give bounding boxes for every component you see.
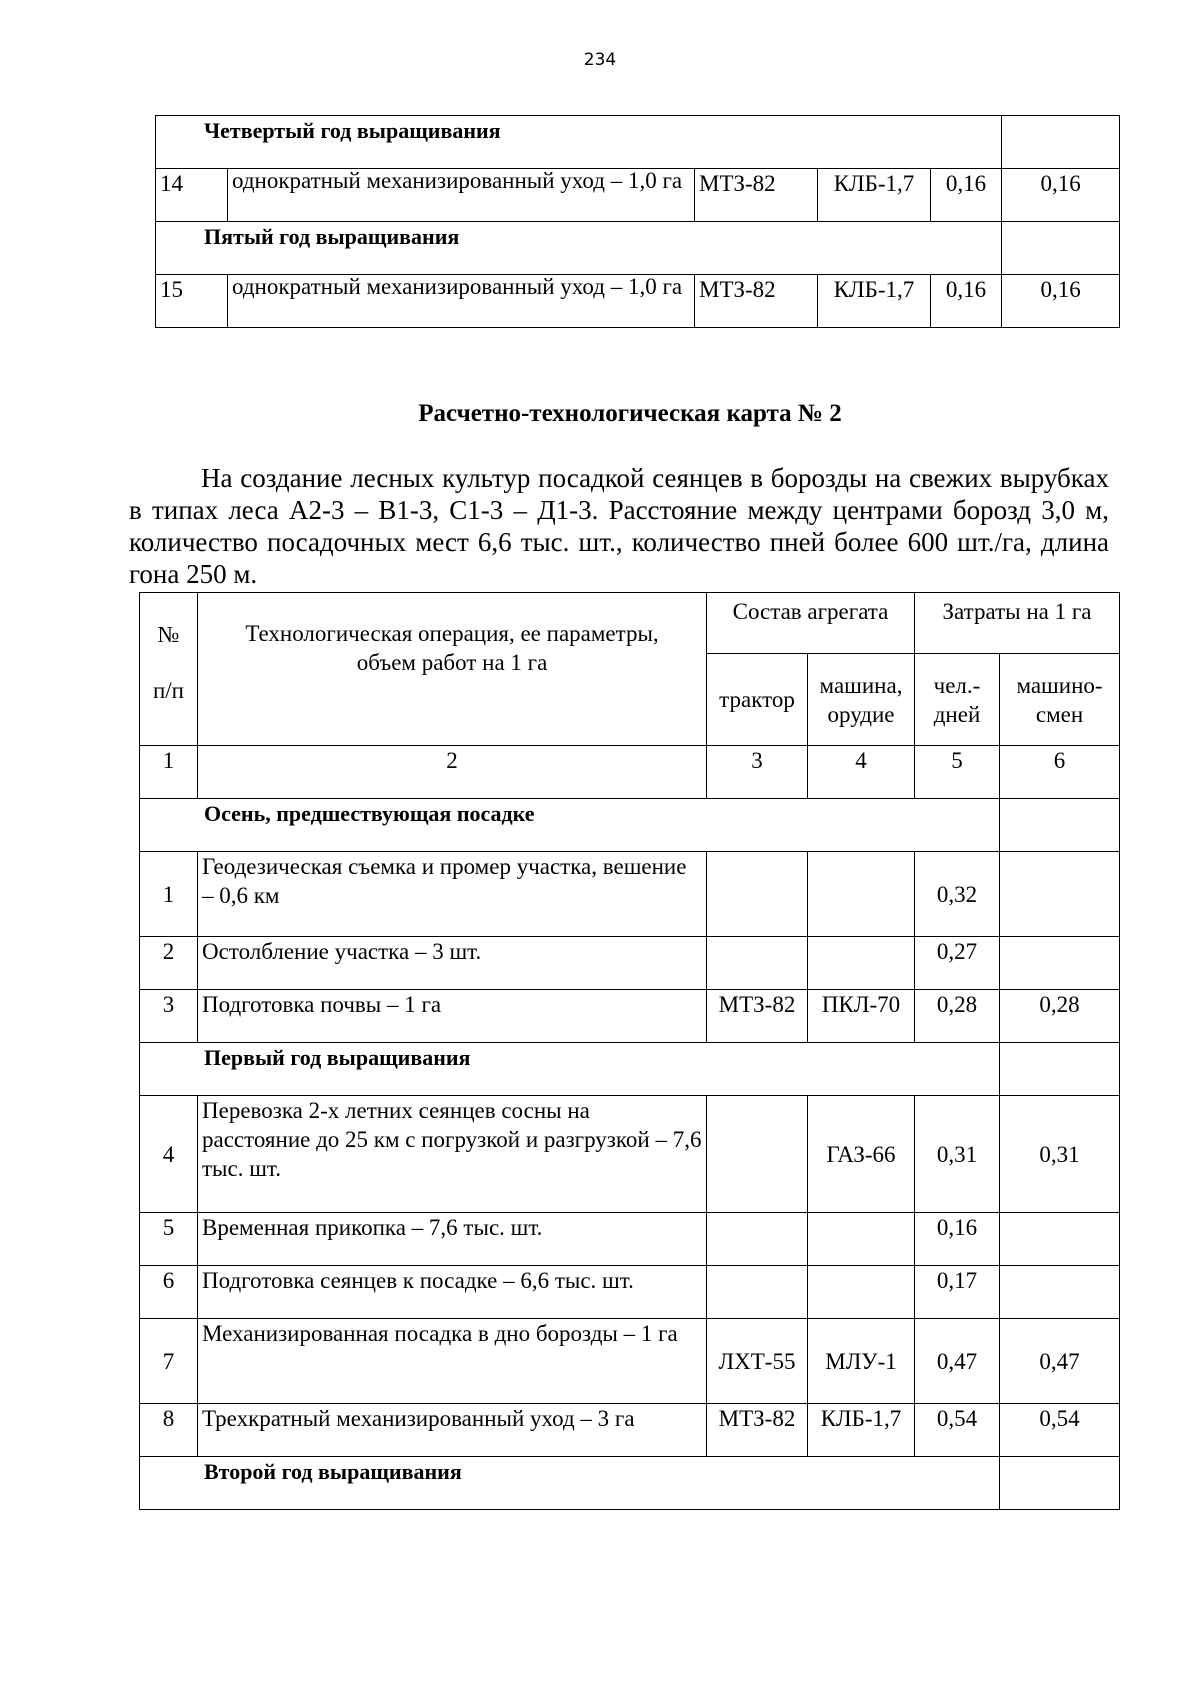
- man-days-cell: 0,17: [915, 1266, 1000, 1319]
- machine-cell: КЛБ-1,7: [818, 275, 931, 328]
- tractor-cell: [707, 1266, 808, 1319]
- section-empty-cell: [1002, 116, 1120, 169]
- operation-cell: Подготовка сеянцев к посадке – 6,6 тыс. шт.: [198, 1266, 707, 1319]
- machine-shifts-cell: 0,47: [1000, 1319, 1120, 1404]
- section-title: Четвертый год выращивания: [156, 116, 1002, 169]
- column-number: 6: [1000, 746, 1120, 799]
- operation-cell: Временная прикопка – 7,6 тыс. шт.: [198, 1213, 707, 1266]
- machine-cell: [808, 852, 915, 937]
- machine-cell: КЛБ-1,7: [818, 169, 931, 222]
- row-number: 1: [140, 852, 198, 937]
- man-days-cell: 0,31: [915, 1096, 1000, 1213]
- table-row: [140, 1404, 1120, 1457]
- section-row: [140, 1457, 1120, 1510]
- num-header: [140, 593, 198, 746]
- operation-cell: Остолбление участка – 3 шт.: [198, 937, 707, 990]
- machine-shifts-cell: 0,54: [1000, 1404, 1120, 1457]
- tractor-cell: [707, 1213, 808, 1266]
- row-number: 5: [140, 1213, 198, 1266]
- table-row: [140, 1096, 1120, 1213]
- page-title: Расчетно-технологическая карта № 2: [418, 400, 842, 427]
- section-title: Второй год выращивания: [140, 1457, 1000, 1510]
- tractor-cell: МТЗ-82: [707, 990, 808, 1043]
- operation-cell: Подготовка почвы – 1 га: [198, 990, 707, 1043]
- table-row: [140, 852, 1120, 937]
- machine-cell: ПКЛ-70: [808, 990, 915, 1043]
- machine-shifts-cell: 0,31: [1000, 1096, 1120, 1213]
- man-days-cell: 0,16: [931, 275, 1002, 328]
- row-number: 14: [156, 169, 228, 222]
- machine-shifts-cell: 0,16: [1002, 169, 1120, 222]
- table-row: [140, 1319, 1120, 1404]
- section-title: Первый год выращивания: [140, 1043, 1000, 1096]
- table-row: [140, 990, 1120, 1043]
- section-title: Осень, предшествующая посадке: [140, 799, 1000, 852]
- row-number: 6: [140, 1266, 198, 1319]
- intro-paragraph: На создание лесных культур посадкой сеянцев в борозды на свежих вырубках в типах леса А2-3 – В1-3, С1-3 – Д1-3. Расстояние между центрами борозд 3,0 м, количество посадочных мест 6,6 тыс. шт., количество пней более 600 шт./га, длина гона 250 м.: [129, 463, 1109, 589]
- table-row: [156, 169, 1120, 222]
- tractor-cell: МТЗ-82: [695, 169, 818, 222]
- num-header-bottom: п/п: [152, 678, 184, 703]
- machine-cell: [808, 1266, 915, 1319]
- man-days-header: чел.-дней: [915, 654, 1000, 746]
- cost-group-header: Затраты на 1 га: [915, 593, 1120, 654]
- machine-shifts-cell: [1000, 937, 1120, 990]
- man-days-cell: 0,27: [915, 937, 1000, 990]
- column-number: 2: [198, 746, 707, 799]
- machine-cell: [808, 937, 915, 990]
- man-days-cell: 0,32: [915, 852, 1000, 937]
- column-number: 4: [808, 746, 915, 799]
- tractor-cell: МТЗ-82: [695, 275, 818, 328]
- machine-cell: МЛУ-1: [808, 1319, 915, 1404]
- section-empty-cell: [1000, 1043, 1120, 1096]
- man-days-cell: 0,16: [915, 1213, 1000, 1266]
- tractor-cell: ЛХТ-55: [707, 1319, 808, 1404]
- machine-shifts-cell: 0,28: [1000, 990, 1120, 1043]
- table-row: [140, 1213, 1120, 1266]
- num-header-top: №: [157, 622, 180, 647]
- table-row: [156, 275, 1120, 328]
- man-days-cell: 0,16: [931, 169, 1002, 222]
- table-row: [140, 1266, 1120, 1319]
- section-empty-cell: [1002, 222, 1120, 275]
- machine-cell: ГАЗ-66: [808, 1096, 915, 1213]
- unit-group-header: Состав агрегата: [707, 593, 915, 654]
- column-number-row: [140, 746, 1120, 799]
- header-row: [140, 593, 1120, 654]
- table-row: [140, 937, 1120, 990]
- section-row: [140, 799, 1120, 852]
- section-title: Пятый год выращивания: [156, 222, 1002, 275]
- operation-cell: Перевозка 2-х летних сеянцев сосны на расстояние до 25 км с погрузкой и разгрузкой – 7,6 тыс. шт.: [198, 1096, 707, 1213]
- operation-cell: однократный механизированный уход – 1,0 га: [228, 169, 695, 222]
- section-row: [140, 1043, 1120, 1096]
- machine-header: машина, орудие: [808, 654, 915, 746]
- section-row: [156, 116, 1120, 169]
- tractor-cell: [707, 1096, 808, 1213]
- operation-cell: Механизированная посадка в дно борозды – 1 га: [198, 1319, 707, 1404]
- column-number: 3: [707, 746, 808, 799]
- operation-header: Технологическая операция, ее параметры, объем работ на 1 га: [198, 593, 707, 746]
- machine-shifts-cell: [1000, 1266, 1120, 1319]
- machine-shifts-cell: [1000, 852, 1120, 937]
- row-number: 8: [140, 1404, 198, 1457]
- row-number: 2: [140, 937, 198, 990]
- section-row: [156, 222, 1120, 275]
- page-number: 234: [583, 50, 617, 70]
- operation-cell: Геодезическая съемка и промер участка, вешение – 0,6 км: [198, 852, 707, 937]
- machine-cell: [808, 1213, 915, 1266]
- machine-shifts-header: машино-смен: [1000, 654, 1120, 746]
- continued-operations-table: [155, 115, 1120, 328]
- section-empty-cell: [1000, 1457, 1120, 1510]
- section-empty-cell: [1000, 799, 1120, 852]
- machine-shifts-cell: [1000, 1213, 1120, 1266]
- operation-cell: Трехкратный механизированный уход – 3 га: [198, 1404, 707, 1457]
- man-days-cell: 0,54: [915, 1404, 1000, 1457]
- machine-cell: КЛБ-1,7: [808, 1404, 915, 1457]
- row-number: 7: [140, 1319, 198, 1404]
- man-days-cell: 0,28: [915, 990, 1000, 1043]
- column-number: 5: [915, 746, 1000, 799]
- tractor-cell: [707, 852, 808, 937]
- column-number: 1: [140, 746, 198, 799]
- tractor-cell: МТЗ-82: [707, 1404, 808, 1457]
- machine-shifts-cell: 0,16: [1002, 275, 1120, 328]
- row-number: 3: [140, 990, 198, 1043]
- operation-cell: однократный механизированный уход – 1,0 га: [228, 275, 695, 328]
- row-number: 4: [140, 1096, 198, 1213]
- tech-map-table: [139, 592, 1120, 1510]
- tractor-cell: [707, 937, 808, 990]
- row-number: 15: [156, 275, 228, 328]
- tractor-header: трактор: [707, 654, 808, 746]
- man-days-cell: 0,47: [915, 1319, 1000, 1404]
